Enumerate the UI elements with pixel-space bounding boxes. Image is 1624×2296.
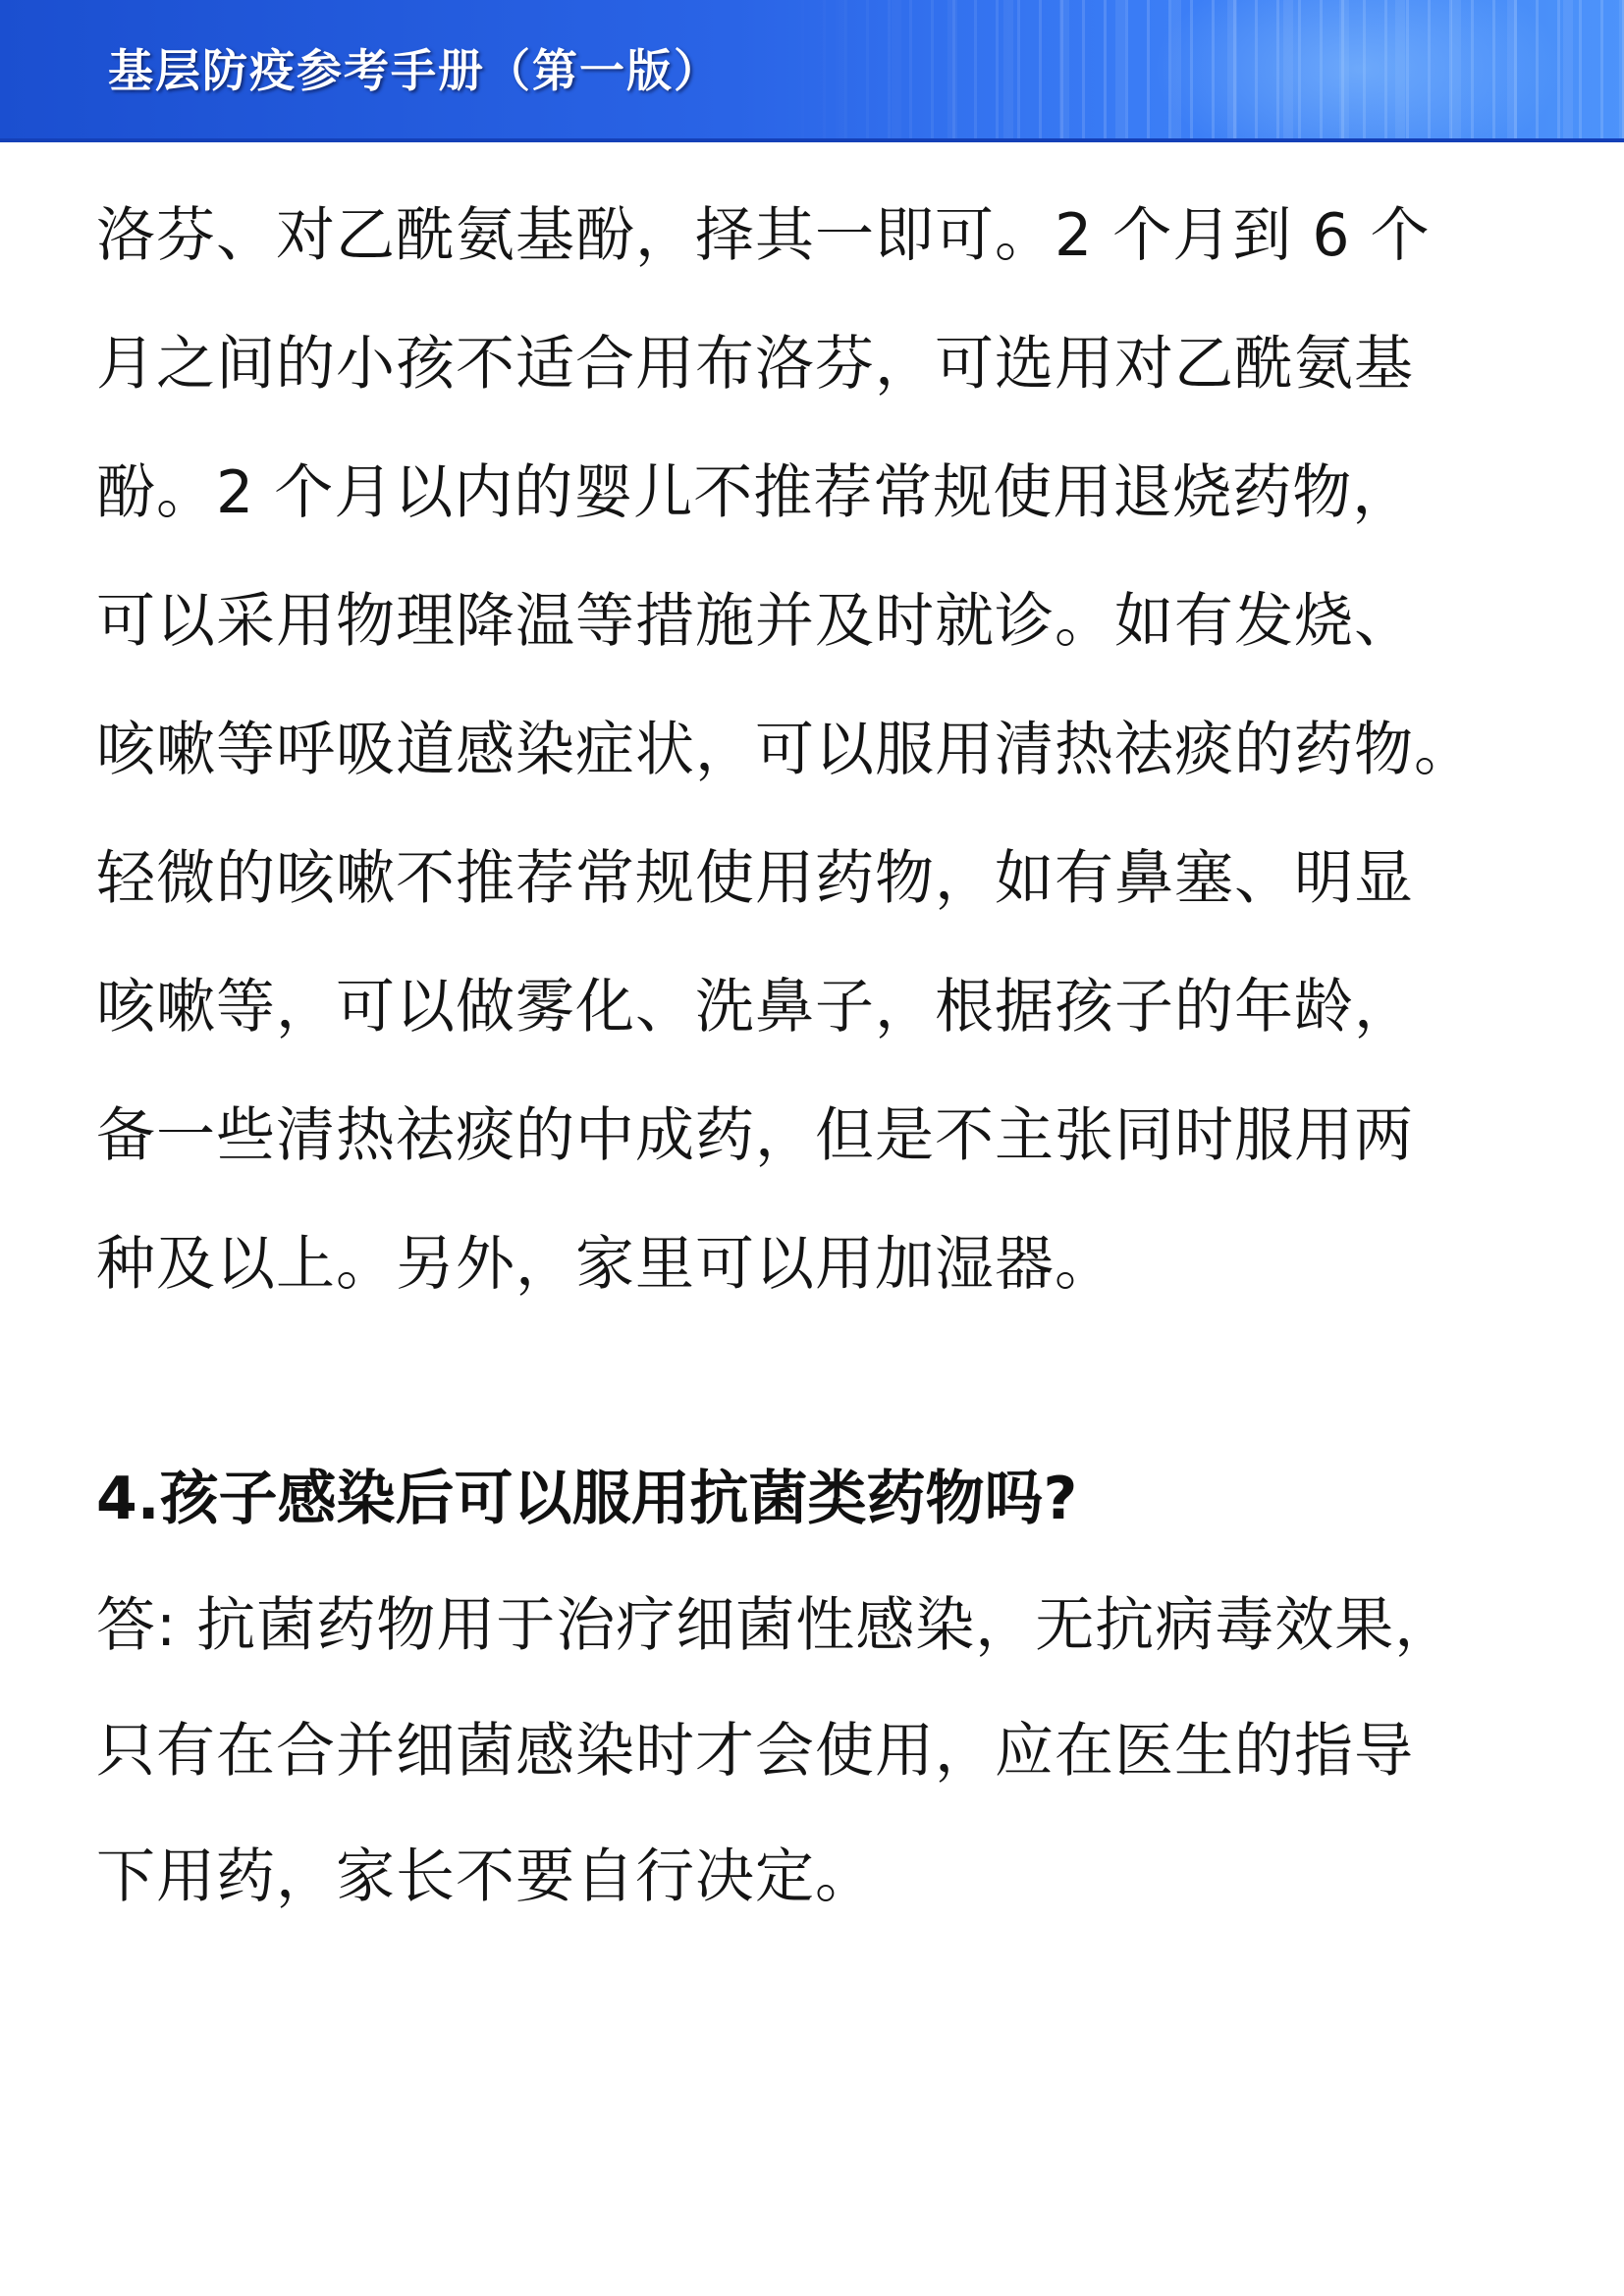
paragraph-line: 咳嗽等，可以做雾化、洗鼻子，根据孩子的年龄， (96, 973, 1414, 1041)
main-paragraph (96, 172, 1589, 1329)
paragraph-line: 备一些清热祛痰的中成药，但是不主张同时服用两 (96, 1101, 1414, 1170)
paragraph-line: 咳嗽等呼吸道感染症状，可以服用清热祛痰的药物。 (96, 716, 1474, 784)
header-decoration-glow (1153, 0, 1565, 142)
paragraph-line: 洛芬、对乙酰氨基酚，择其一即可。2 个月到 6 个 (96, 201, 1431, 270)
answer-line: 答: 抗菌药物用于治疗细菌性感染，无抗病毒效果， (96, 1591, 1455, 1660)
paragraph-line: 可以采用物理降温等措施并及时就诊。如有发烧、 (96, 587, 1414, 656)
answer-paragraph (96, 1563, 1589, 1940)
paragraph-line: 轻微的咳嗽不推荐常规使用药物，如有鼻塞、明显 (96, 844, 1414, 913)
answer-line: 只有在合并细菌感染时才会使用，应在医生的指导 (96, 1717, 1414, 1786)
paragraph-line: 月之间的小孩不适合用布洛芬，可选用对乙酰氨基 (96, 330, 1414, 399)
header-title: 基层防疫参考手册（第一版） (108, 44, 721, 97)
paragraph-line: 酚。2 个月以内的婴儿不推荐常规使用退烧药物， (96, 458, 1413, 527)
page-header (0, 0, 1624, 142)
paragraph-line: 种及以上。另外，家里可以用加湿器。 (96, 1230, 1114, 1299)
header-bottom-line (0, 138, 1624, 142)
answer-line: 下用药，家长不要自行决定。 (96, 1842, 875, 1911)
question-heading: 4.孩子感染后可以服用抗菌类药物吗? (96, 1465, 1078, 1533)
